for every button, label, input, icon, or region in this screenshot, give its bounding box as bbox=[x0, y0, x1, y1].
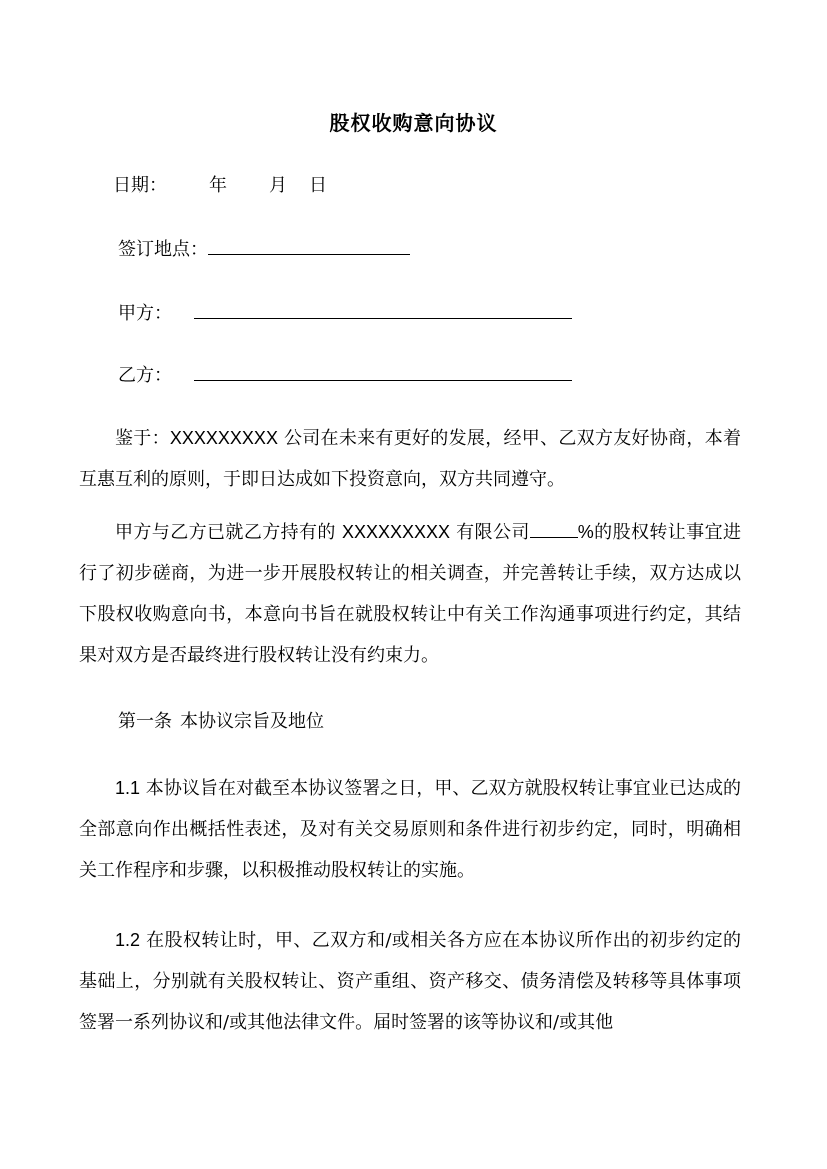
clause-1-1-number: 1.1 bbox=[115, 778, 141, 798]
intro-part3: 的股权转让事宜进行了初步磋商，为进一步开展股权转让的相关调查，并完善转让手续，双方达成以下股权收购意向书，本意向书旨在就股权转让中有关工作沟通事项进行约定，其结果对双方是否最终进行股权转让没有约束力。 bbox=[79, 522, 741, 666]
date-line bbox=[113, 172, 327, 200]
signing-place-label: 签订地点： bbox=[118, 239, 208, 260]
party-b-line bbox=[118, 362, 572, 390]
date-label: 日期： bbox=[113, 175, 167, 196]
article-1-title: 本协议宗旨及地位 bbox=[180, 711, 324, 732]
date-month: 月 bbox=[269, 175, 287, 196]
recital-paragraph bbox=[79, 418, 741, 500]
recital-prefix: 鉴于： bbox=[115, 428, 170, 449]
party-a-blank bbox=[194, 300, 572, 319]
party-b-blank bbox=[194, 362, 572, 381]
recital-text: 公司在未来有更好的发展，经甲、乙双方友好协商，本着互惠互利的原则，于即日达成如下投资意向，双方共同遵守。 bbox=[79, 428, 741, 490]
article-1-heading bbox=[118, 708, 324, 736]
recital-company: XXXXXXXXX bbox=[169, 428, 278, 448]
signing-place-line bbox=[118, 236, 410, 264]
date-year: 年 bbox=[209, 175, 227, 196]
party-a-label: 甲方： bbox=[118, 303, 172, 324]
intro-percent: % bbox=[577, 522, 594, 542]
party-a-line bbox=[118, 300, 572, 328]
clause-1-1-text: 本协议旨在对截至本协议签署之日，甲、乙双方就股权转让事宜业已达成的全部意向作出概括性表述，及对有关交易原则和条件进行初步约定，同时，明确相关工作程序和步骤，以积极推动股权转让的实施。 bbox=[79, 778, 741, 881]
article-1-number: 第一条 bbox=[118, 711, 172, 732]
intro-paragraph bbox=[79, 512, 741, 676]
document-title: 股权收购意向协议 bbox=[329, 111, 498, 135]
intro-part1: 甲方与乙方已就乙方持有的 bbox=[115, 522, 336, 543]
date-day: 日 bbox=[309, 175, 327, 196]
percent-blank bbox=[530, 519, 578, 538]
clause-1-2 bbox=[79, 920, 741, 1043]
intro-company: XXXXXXXXX bbox=[341, 522, 451, 542]
signing-place-blank bbox=[208, 236, 410, 255]
intro-part2: 有限公司 bbox=[456, 522, 530, 543]
clause-1-1 bbox=[79, 768, 741, 891]
party-b-label: 乙方： bbox=[118, 365, 172, 386]
clause-1-2-text: 在股权转让时，甲、乙双方和/或相关各方应在本协议所作出的初步约定的基础上，分别就有关股权转让、资产重组、资产移交、债务清偿及转移等具体事项签署一系列协议和/或其他法律文件。届时签署的该等协议和/或其他 bbox=[79, 930, 741, 1033]
clause-1-2-number: 1.2 bbox=[115, 930, 141, 950]
